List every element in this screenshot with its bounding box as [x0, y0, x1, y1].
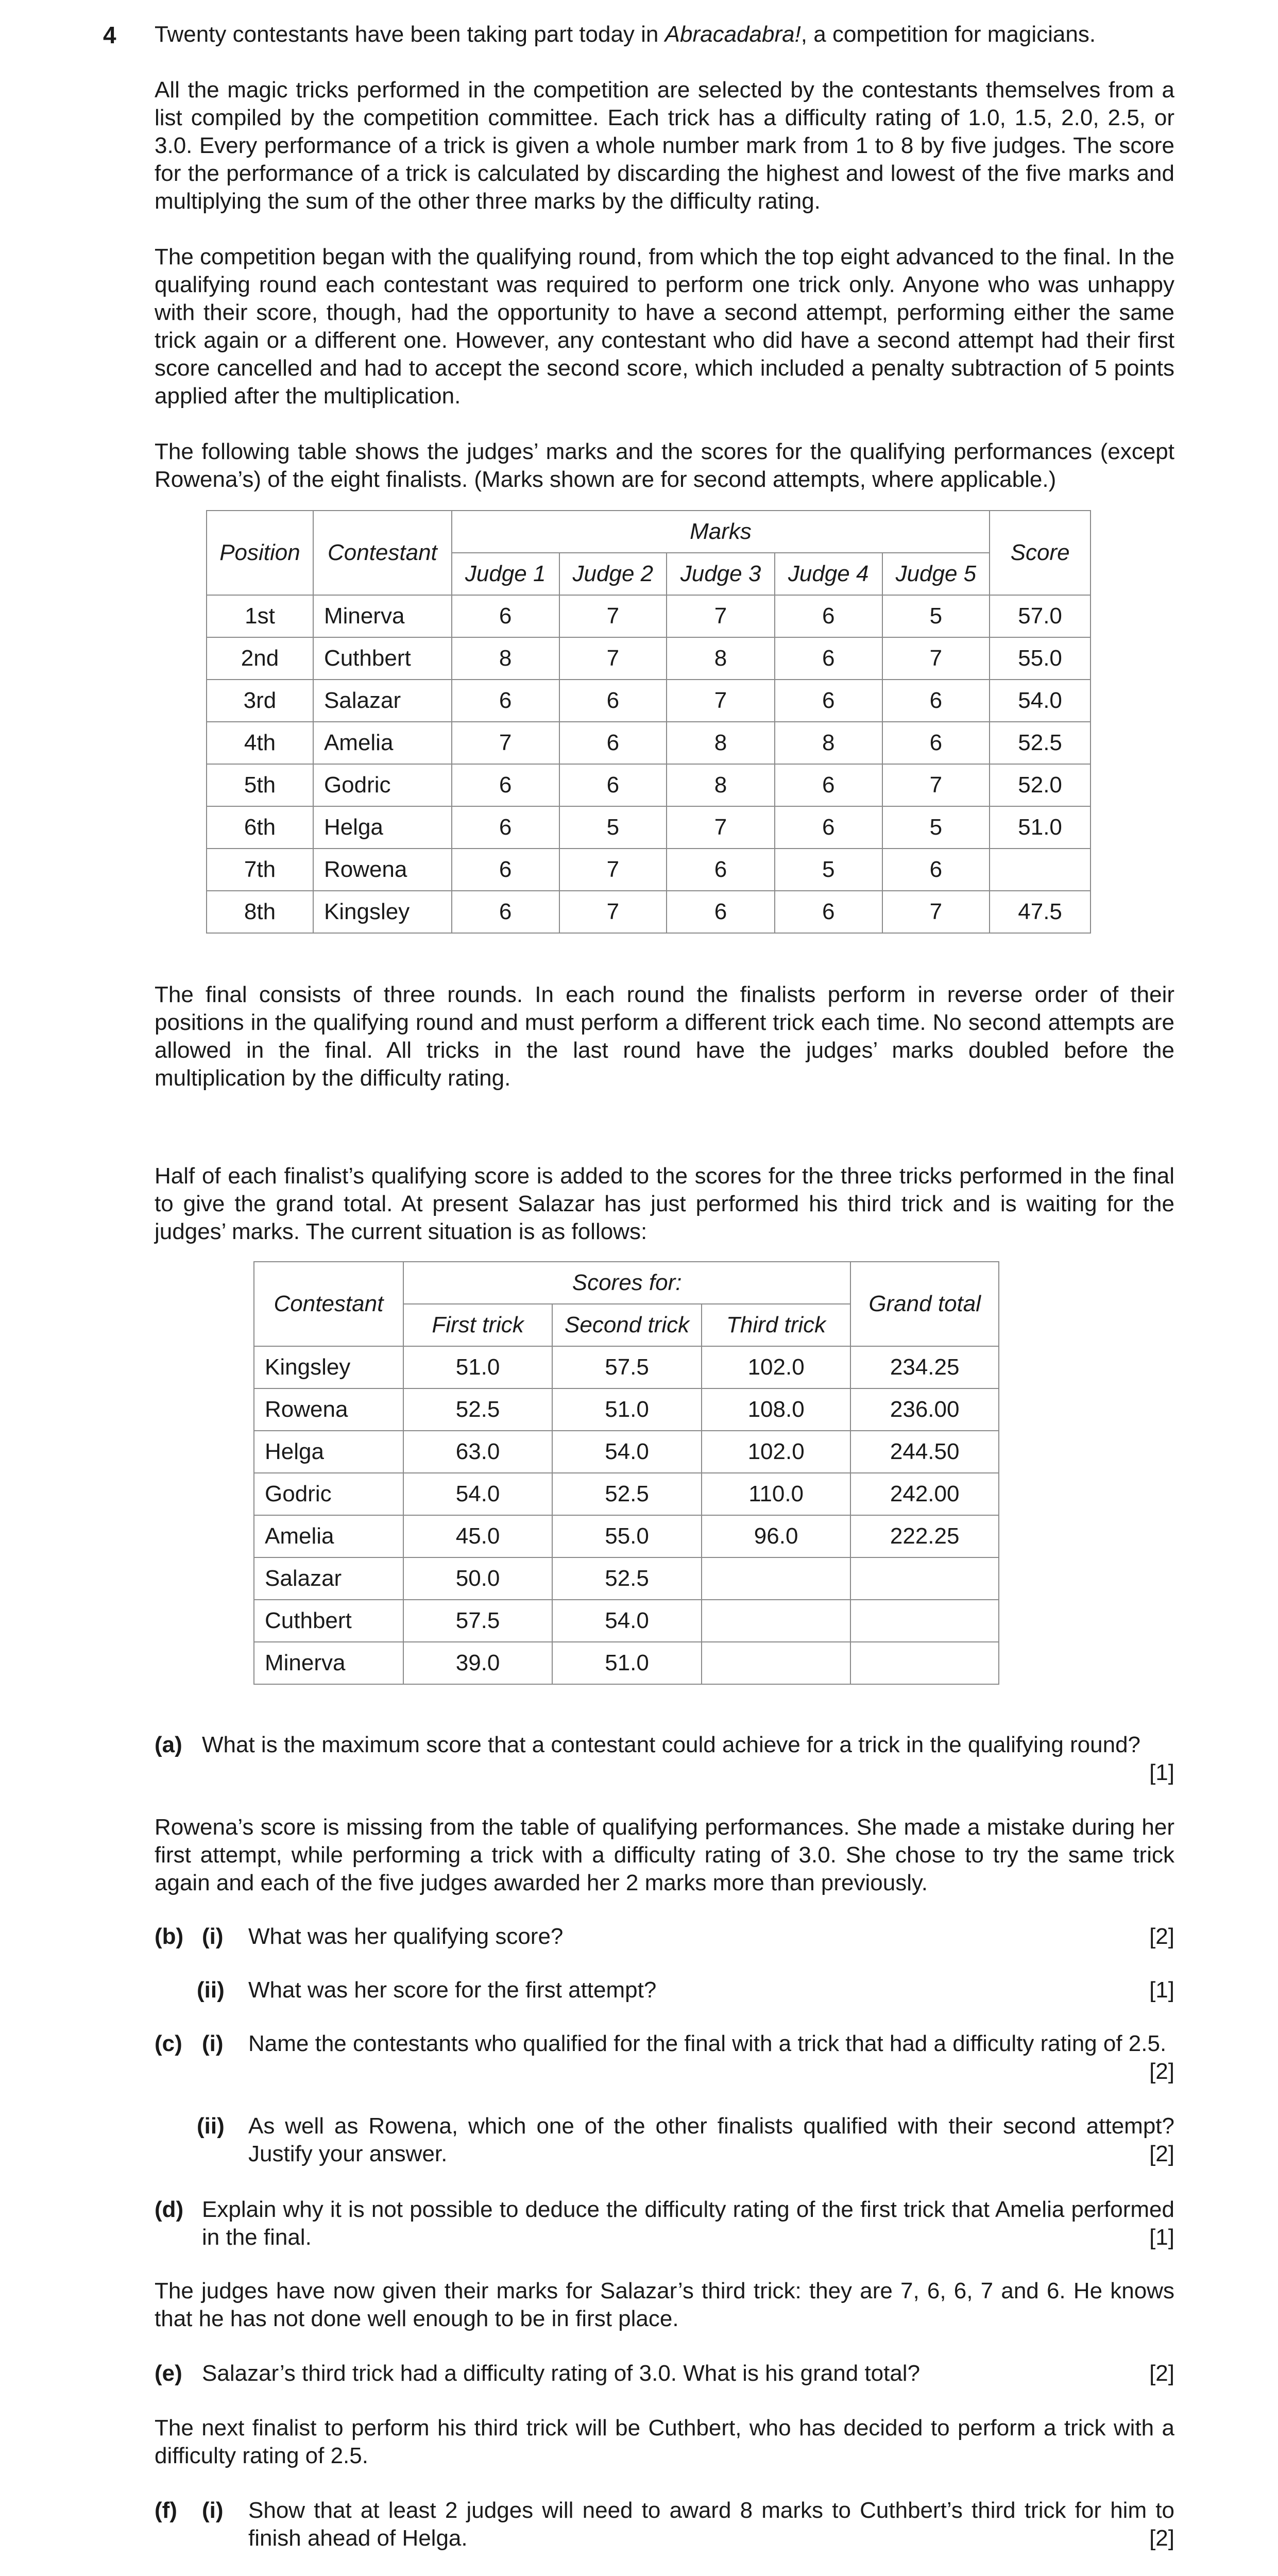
question-d-text: Explain why it is not possible to deduce the difficulty rating of the first trick that Amelia performed in the final.	[202, 2197, 1174, 2250]
competition-title: Abracadabra!	[664, 22, 801, 47]
question-e-label: (e)	[155, 2361, 182, 2386]
question-c-ii-text: As well as Rowena, which one of the other finalists qualified with their second attempt? Justify your answer.	[248, 2113, 1174, 2166]
first-trick-cell: 57.5	[403, 1600, 552, 1642]
contestant-cell: Cuthbert	[313, 637, 452, 680]
judge-mark-cell: 6	[775, 891, 882, 933]
judge-mark-cell: 6	[775, 806, 882, 849]
position-cell: 2nd	[207, 637, 313, 680]
question-b-ii	[155, 1976, 1174, 2004]
question-e	[155, 2360, 1174, 2387]
third-trick-cell	[702, 1557, 850, 1600]
grand-total-cell: 234.25	[850, 1346, 999, 1388]
judge-mark-cell: 7	[559, 595, 667, 637]
question-c-ii-label: (ii)	[197, 2113, 225, 2139]
question-e-text: Salazar’s third trick had a difficulty rating of 3.0. What is his grand total?	[202, 2361, 921, 2386]
qualifying-row	[207, 637, 1090, 680]
header-score: Score	[990, 511, 1090, 595]
grand-total-cell	[850, 1600, 999, 1642]
judge-mark-cell: 5	[775, 849, 882, 891]
header-judge-3: Judge 3	[667, 553, 775, 595]
contestant-cell: Rowena	[313, 849, 452, 891]
judge-mark-cell: 6	[775, 680, 882, 722]
final-row	[254, 1346, 999, 1388]
grand-total-cell	[850, 1557, 999, 1600]
final-row	[254, 1388, 999, 1431]
contestant-cell: Kingsley	[313, 891, 452, 933]
judge-mark-cell: 7	[452, 722, 559, 764]
question-b-label: (b)	[155, 1924, 184, 1949]
judge-mark-cell: 8	[667, 722, 775, 764]
grand-total-cell: 244.50	[850, 1431, 999, 1473]
judge-mark-cell: 6	[775, 764, 882, 806]
final-row	[254, 1642, 999, 1684]
final-row	[254, 1431, 999, 1473]
qualifying-row	[207, 595, 1090, 637]
score-cell: 51.0	[990, 806, 1090, 849]
question-c-i	[155, 2030, 1174, 2086]
qualifying-row	[207, 849, 1090, 891]
position-cell: 7th	[207, 849, 313, 891]
question-f-i-mark: [2]	[1149, 2526, 1174, 2551]
second-trick-cell: 51.0	[552, 1642, 702, 1684]
judge-mark-cell: 5	[882, 806, 990, 849]
question-c-i-text: Name the contestants who qualified for the final with a trick that had a difficulty rating of 2.5.	[248, 2031, 1167, 2056]
score-cell: 52.5	[990, 722, 1090, 764]
contestant-cell: Minerva	[313, 595, 452, 637]
question-f-i-text: Show that at least 2 judges will need to award 8 marks to Cuthbert’s third trick for him to finish ahead of Helga.	[248, 2498, 1174, 2551]
first-trick-cell: 63.0	[403, 1431, 552, 1473]
qualifying-header-row	[207, 511, 1090, 553]
judge-mark-cell: 6	[452, 806, 559, 849]
third-trick-cell	[702, 1600, 850, 1642]
qualifying-row	[207, 680, 1090, 722]
judge-mark-cell: 6	[452, 849, 559, 891]
second-trick-cell: 54.0	[552, 1600, 702, 1642]
intro-paragraph-3: The competition began with the qualifying round, from which the top eight advanced to the final. In the qualifying round each contestant was required to perform one trick only. Anyone who was unhappy with their score, though, had the opportunity to have a second attempt, performing either the same trick again or a different one. However, any contestant who did have a second attempt had their first score cancelled and had to accept the second score, which included a penalty subtraction of 5 points applied after the multiplication.	[155, 244, 1174, 409]
header-contestant: Contestant	[313, 511, 452, 595]
judge-mark-cell: 8	[667, 764, 775, 806]
judge-mark-cell: 7	[882, 891, 990, 933]
position-cell: 6th	[207, 806, 313, 849]
question-b-i-label: (i)	[202, 1924, 224, 1949]
qualifying-row	[207, 891, 1090, 933]
final-contestant-cell: Salazar	[254, 1557, 403, 1600]
qualifying-table	[206, 510, 1091, 934]
judge-mark-cell: 6	[452, 680, 559, 722]
final-header-contestant: Contestant	[254, 1262, 403, 1346]
question-d-mark: [1]	[1149, 2225, 1174, 2250]
intro-paragraph-1	[155, 21, 1174, 48]
final-header-scores-for: Scores for:	[403, 1262, 851, 1304]
contestant-cell: Godric	[313, 764, 452, 806]
judge-mark-cell: 8	[452, 637, 559, 680]
final-scores-table	[253, 1261, 999, 1685]
question-number: 4	[103, 22, 116, 48]
intro-p1-post: , a competition for magicians.	[800, 22, 1096, 47]
question-a-text: What is the maximum score that a contestant could achieve for a trick in the qualifying round?	[202, 1732, 1141, 1757]
question-f-i	[155, 2497, 1174, 2552]
grand-total-cell	[850, 1642, 999, 1684]
judge-mark-cell: 6	[775, 637, 882, 680]
score-cell: 57.0	[990, 595, 1090, 637]
first-trick-cell: 52.5	[403, 1388, 552, 1431]
question-c-i-label: (i)	[202, 2031, 224, 2056]
judge-mark-cell: 7	[559, 637, 667, 680]
final-row	[254, 1473, 999, 1515]
judge-mark-cell: 6	[667, 849, 775, 891]
final-row	[254, 1557, 999, 1600]
second-trick-cell: 52.5	[552, 1473, 702, 1515]
judge-mark-cell: 7	[882, 637, 990, 680]
question-b-ii-text: What was her score for the first attempt?	[248, 1977, 657, 2003]
question-a-mark: [1]	[1149, 1760, 1174, 1785]
qualifying-row	[207, 722, 1090, 764]
final-table-body	[254, 1346, 999, 1684]
final-header-third-trick: Third trick	[702, 1304, 850, 1346]
score-cell: 47.5	[990, 891, 1090, 933]
position-cell: 8th	[207, 891, 313, 933]
judge-mark-cell: 7	[667, 595, 775, 637]
header-judge-1: Judge 1	[452, 553, 559, 595]
judge-mark-cell: 6	[882, 849, 990, 891]
judge-mark-cell: 7	[667, 806, 775, 849]
rowena-note: Rowena’s score is missing from the table of qualifying performances. She made a mistake during her first attempt, while performing a trick with a difficulty rating of 3.0. She chose to try the same trick again and each of the five judges awarded her 2 marks more than previously.	[155, 1815, 1174, 1895]
judge-mark-cell: 7	[667, 680, 775, 722]
question-a	[155, 1731, 1174, 1787]
judge-mark-cell: 6	[775, 595, 882, 637]
position-cell: 1st	[207, 595, 313, 637]
first-trick-cell: 39.0	[403, 1642, 552, 1684]
intro-paragraph-2: All the magic tricks performed in the competition are selected by the contestants themselves from a list compiled by the competition committee. Each trick has a difficulty rating of 1.0, 1.5, 2.0, 2.5, or 3.0. Every performance of a trick is given a whole number mark from 1 to 8 by five judges. The score for the performance of a trick is calculated by discarding the highest and lowest of the five marks and multiplying the sum of the other three marks by the difficulty rating.	[155, 77, 1174, 214]
cuthbert-note: The next finalist to perform his third trick will be Cuthbert, who has decided to perform a trick with a difficulty rating of 2.5.	[155, 2415, 1174, 2468]
final-header-row	[254, 1262, 999, 1304]
position-cell: 3rd	[207, 680, 313, 722]
third-trick-cell: 102.0	[702, 1346, 850, 1388]
judge-mark-cell: 8	[667, 637, 775, 680]
final-header-grand-total: Grand total	[850, 1262, 999, 1346]
question-c-label: (c)	[155, 2031, 182, 2056]
question-b-i-mark: [2]	[1149, 1924, 1174, 1949]
question-c-ii	[155, 2112, 1174, 2168]
contestant-cell: Amelia	[313, 722, 452, 764]
score-cell	[990, 849, 1090, 891]
judge-mark-cell: 5	[559, 806, 667, 849]
salazar-note: The judges have now given their marks for Salazar’s third trick: they are 7, 6, 6, 7 and 6. He knows that he has not done well enough to be in first place.	[155, 2278, 1174, 2331]
question-b-ii-mark: [1]	[1149, 1977, 1174, 2003]
judge-mark-cell: 6	[559, 764, 667, 806]
judge-mark-cell: 7	[559, 891, 667, 933]
header-position: Position	[207, 511, 313, 595]
judge-mark-cell: 6	[882, 680, 990, 722]
judge-mark-cell: 6	[452, 891, 559, 933]
question-e-mark: [2]	[1149, 2361, 1174, 2386]
question-f-i-label: (i)	[202, 2498, 224, 2523]
qualifying-table-body	[207, 595, 1090, 933]
final-header-first-trick: First trick	[403, 1304, 552, 1346]
final-contestant-cell: Minerva	[254, 1642, 403, 1684]
score-cell: 55.0	[990, 637, 1090, 680]
final-header-second-trick: Second trick	[552, 1304, 702, 1346]
third-trick-cell: 108.0	[702, 1388, 850, 1431]
question-b-ii-label: (ii)	[197, 1977, 225, 2003]
question-b-i	[155, 1923, 1174, 1951]
judge-mark-cell: 5	[882, 595, 990, 637]
final-contestant-cell: Rowena	[254, 1388, 403, 1431]
header-marks: Marks	[452, 511, 990, 553]
header-judge-2: Judge 2	[559, 553, 667, 595]
judge-mark-cell: 6	[452, 595, 559, 637]
third-trick-cell: 110.0	[702, 1473, 850, 1515]
grand-total-cell: 242.00	[850, 1473, 999, 1515]
position-cell: 4th	[207, 722, 313, 764]
contestant-cell: Salazar	[313, 680, 452, 722]
grand-total-paragraph: Half of each finalist’s qualifying score is added to the scores for the three tricks performed in the final to give the grand total. At present Salazar has just performed his third trick and is waiting for the judges’ marks. The current situation is as follows:	[155, 1163, 1174, 1244]
intro-p1-pre: Twenty contestants have been taking part today in	[155, 22, 665, 47]
final-rules-paragraph: The final consists of three rounds. In each round the finalists perform in reverse order of their positions in the qualifying round and must perform a different trick each time. No second attempts are allowed in the final. All tricks in the last round have the judges’ marks doubled before the multiplication by the difficulty rating.	[155, 982, 1174, 1091]
intro-paragraph-4: The following table shows the judges’ marks and the scores for the qualifying performances (except Rowena’s) of the eight finalists. (Marks shown are for second attempts, where applicable.)	[155, 439, 1174, 492]
final-contestant-cell: Amelia	[254, 1515, 403, 1557]
question-d	[155, 2196, 1174, 2251]
grand-total-cell: 236.00	[850, 1388, 999, 1431]
qualifying-row	[207, 806, 1090, 849]
final-contestant-cell: Kingsley	[254, 1346, 403, 1388]
judge-mark-cell: 6	[559, 680, 667, 722]
final-row	[254, 1600, 999, 1642]
judge-mark-cell: 6	[667, 891, 775, 933]
first-trick-cell: 50.0	[403, 1557, 552, 1600]
third-trick-cell: 96.0	[702, 1515, 850, 1557]
score-cell: 52.0	[990, 764, 1090, 806]
question-d-label: (d)	[155, 2197, 184, 2222]
question-c-ii-mark: [2]	[1149, 2141, 1174, 2166]
third-trick-cell	[702, 1642, 850, 1684]
qualifying-row	[207, 764, 1090, 806]
judge-mark-cell: 6	[452, 764, 559, 806]
judge-mark-cell: 6	[882, 722, 990, 764]
final-contestant-cell: Cuthbert	[254, 1600, 403, 1642]
second-trick-cell: 52.5	[552, 1557, 702, 1600]
first-trick-cell: 51.0	[403, 1346, 552, 1388]
third-trick-cell: 102.0	[702, 1431, 850, 1473]
question-b-i-text: What was her qualifying score?	[248, 1924, 564, 1949]
second-trick-cell: 51.0	[552, 1388, 702, 1431]
position-cell: 5th	[207, 764, 313, 806]
final-contestant-cell: Godric	[254, 1473, 403, 1515]
first-trick-cell: 54.0	[403, 1473, 552, 1515]
grand-total-cell: 222.25	[850, 1515, 999, 1557]
header-judge-4: Judge 4	[775, 553, 882, 595]
score-cell: 54.0	[990, 680, 1090, 722]
judge-mark-cell: 6	[559, 722, 667, 764]
question-a-label: (a)	[155, 1732, 182, 1757]
judge-mark-cell: 7	[559, 849, 667, 891]
judge-mark-cell: 7	[882, 764, 990, 806]
question-c-i-mark: [2]	[1149, 2059, 1174, 2084]
contestant-cell: Helga	[313, 806, 452, 849]
judge-mark-cell: 8	[775, 722, 882, 764]
question-f-label: (f)	[155, 2498, 177, 2523]
final-row	[254, 1515, 999, 1557]
second-trick-cell: 57.5	[552, 1346, 702, 1388]
second-trick-cell: 54.0	[552, 1431, 702, 1473]
first-trick-cell: 45.0	[403, 1515, 552, 1557]
second-trick-cell: 55.0	[552, 1515, 702, 1557]
header-judge-5: Judge 5	[882, 553, 990, 595]
final-contestant-cell: Helga	[254, 1431, 403, 1473]
